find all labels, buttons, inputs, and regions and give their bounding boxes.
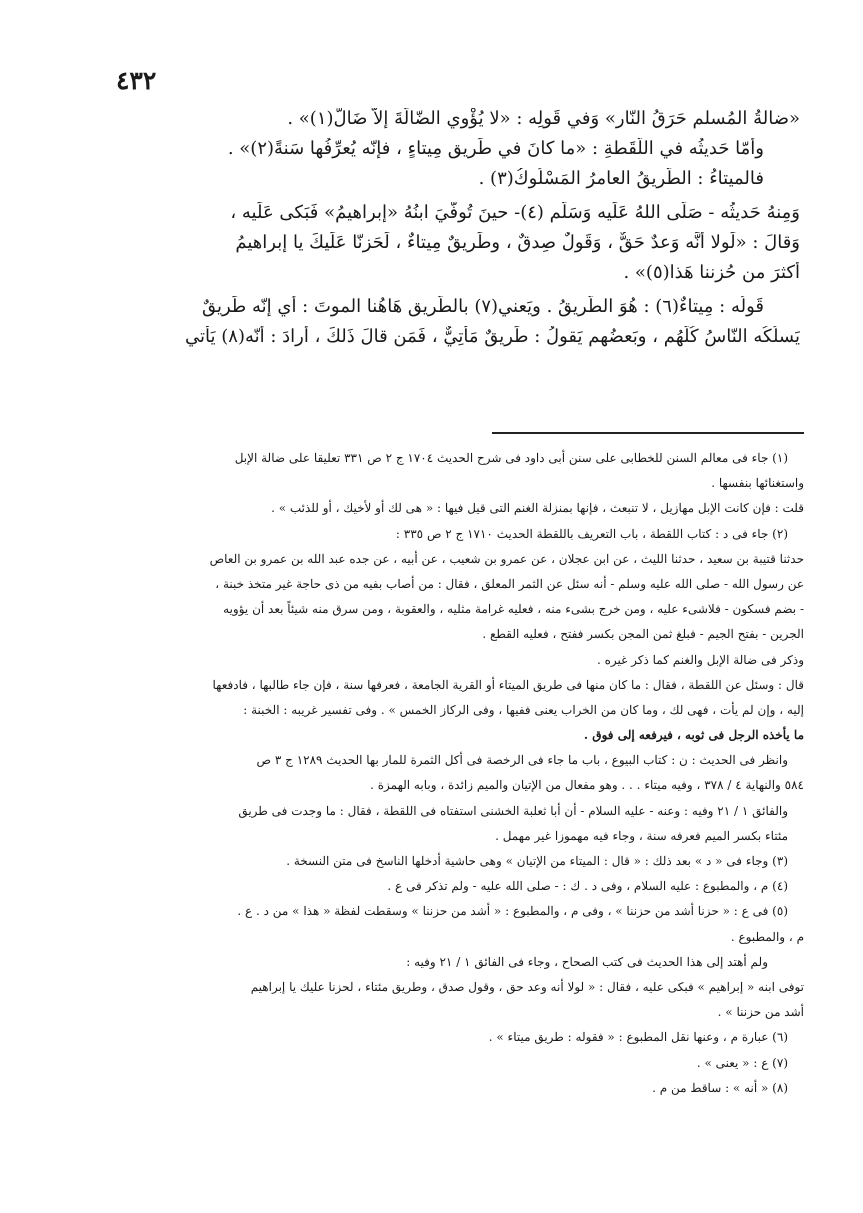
main-text-line: وأمّا حَديثُه في اللُّقَطةِ : «ما كانَ في طَريقٍ مِيتاءٍ ، فإنّه يُعرِّفُها سَنةً(٢)» . <box>227 138 764 159</box>
footnote-line: ما يأخذه الرجل فى ثوبه ، فيرفعه إلى فوق . <box>583 728 804 743</box>
main-text-line: يَسلُكُه النّاسُ كُلُّهُم ، وبَعضُهم يَقولُ : طَريقٌ مَأْتِيٌّ ، فَمَن قالَ ذَلكَ ، أرادَ : أنّه(٨) يَأْتي <box>185 326 800 347</box>
footnote-line: حدثنا قتيبة بن سعيد ، حدثنا الليث ، عن ابن عجلان ، عن عمرو بن شعيب ، عن أبيه ، عن جده عبد الله بن عمرو بن العاص <box>209 551 804 566</box>
footnote-line: م ، والمطبوع . <box>730 929 804 944</box>
footnote-line: قلت : فإن كانت الإبل مهازيل ، لا تنبعث ، فإنها بمنزلة الغنم التى قيل فيها : « هى لك أو لأخيك ، أو للذئب » . <box>271 501 804 516</box>
footnote-line: (٦) عبارة م ، وعنها نقل المطبوع : « فقوله : طريق ميتاء » . <box>488 1030 788 1045</box>
main-text-line: قَولُه : مِيتاءٌ(٦) : هُوَ الطَّريقُ . ويَعني(٧) بالطَّريقِ هَاهُنا الموتَ : أي إنّه طَريقٌ <box>201 296 764 317</box>
footnote-line: ولم أهتد إلى هذا الحديث فى كتب الصحاح ، وجاء فى الفائق ١ / ٢١ وفيه : <box>406 954 768 969</box>
main-text-line: أكثرَ من حُزننا هَذا(٥)» . <box>623 262 800 283</box>
footnote-line: (١) جاء فى معالم السنن للخطابى على سنن أبى داود فى شرح الحديث ١٧٠٤ ج ٢ ص ٣٣١ تعليقا على ضالة الإبل <box>234 451 788 465</box>
main-text-line: «ضالةُ المُسلمِ حَرَقُ النّارِ» وَفي قَولِه : «لا يُؤْوِي الضّالّةَ إلاّ ضَالٌّ(١)» . <box>287 108 800 129</box>
footnote-line: (٥) فى ع : « حزنا أشد من حزننا » ، وفى م ، والمطبوع : « أشد من حزننا » وسقطت لفظة « هذا » من د . ع . <box>237 904 788 919</box>
footnote-line: توفى ابنه « إبراهيم » فبكى عليه ، فقال : « لولا أنه وعد حق ، وقول صدق ، وطريق مئتاء ، لحزنا عليك يا إبراهيم <box>250 979 804 994</box>
footnote-line: وانظر فى الحديث : ن : كتاب البيوع ، باب ما جاء فى الرخصة فى أكل الثمرة للمار بها الحديث ١٢٨٩ ج ٣ ص <box>256 753 788 768</box>
footnote-line: والفائق ١ / ٢١ وفيه : وعنه - عليه السلام - أن أبا ثعلبة الخشنى استفتاه فى اللقطة ، فقال : ما وجدت فى طريق <box>238 803 788 818</box>
footnote-line: عن رسول الله - صلى الله عليه وسلم - أنه سئل عن الثمر المعلق ، فقال : من أصاب بفيه من ذى حاجة غير متخذ خبنة ، <box>215 576 804 591</box>
main-text-line: وَقالَ : «لَولا أنَّه وَعدٌ حَقٌّ ، وَقَولٌ صِدقٌ ، وطَريقٌ مِيتاءٌ ، لَحَزِنّا عَلَيكَ يا إبراهيمُ <box>235 232 800 253</box>
footnote-line: (٣) وجاء فى « د » بعد ذلك : « قال : الميتاء من الإتيان » وهى حاشية أدخلها الناسخ فى متن النسخة . <box>286 854 788 868</box>
footnote-line: مئتاء بكسر الميم فعرفه سنة ، وجاء فيه مهموزا غير مهمل . <box>495 828 788 843</box>
footnote-line: (٧) ع : « يعنى » . <box>696 1055 788 1070</box>
page-number: ٤٣٢ <box>116 66 157 95</box>
footnote-line: (٢) جاء فى د : كتاب اللقطة ، باب التعريف باللقطة الحديث ١٧١٠ ج ٢ ص ٣٣٥ : <box>395 526 788 541</box>
footnote-line: الجرين - بفتح الجيم - فبلغ ثمن المجن بكسر ففتح ، فعليه القطع . <box>482 627 804 642</box>
footnote-line: ٥٨٤ والنهاية ٤ / ٣٧٨ ، وفيه ميتاء . . . وهو مفعال من الإتيان والميم زائدة ، وبابه الهمزة . <box>370 778 804 793</box>
footnote-line: قال : وسئل عن اللقطة ، فقال : ما كان منها فى طريق الميتاء أو القرية الجامعة ، فعرفها سنة ، فإن جاء طالبها ، فادفعها <box>212 677 804 692</box>
main-text-line: فالميتاءُ : الطّريقُ العامرُ المَسْلُوكُ(٣) . <box>478 168 764 189</box>
footnote-line: - بضم فسكون - فلاشىء عليه ، ومن خرج بشىء منه ، فعليه غرامة مثليه ، والعقوبة ، ومن سرق منه شيئاً بعد أن يؤويه <box>223 602 804 617</box>
main-text-line: وَمِنهُ حَديثُه - صَلّى اللهُ عَلَيه وَسَلَّم (٤)- حينَ تُوفّيَ ابنُهُ «إبراهيمُ» فَبَكى عَلَيه ، <box>230 202 800 223</box>
footnote-line: (٤) م ، والمطبوع : عليه السلام ، وفى د . ك : - صلى الله عليه - ولم تذكر فى ع . <box>387 879 788 894</box>
footnote-line: وذكر فى ضالة الإبل والغنم كما ذكر غيره . <box>596 652 804 667</box>
footnote-line: واستغنائها بنفسها . <box>711 476 804 491</box>
footnote-line: (٨) « أنه » : ساقط من م . <box>652 1080 788 1095</box>
footnotes-block <box>100 446 804 1101</box>
footnote-line: أشد من حزننا » . <box>717 1005 804 1020</box>
footnote-line: إليه ، وإن لم يأت ، فهى لك ، وما كان من الخراب يعنى ففيها ، وفى الركاز الخمس » . وفى تفسير غريبه : الخبنة : <box>243 702 804 717</box>
footnote-divider <box>492 432 804 434</box>
